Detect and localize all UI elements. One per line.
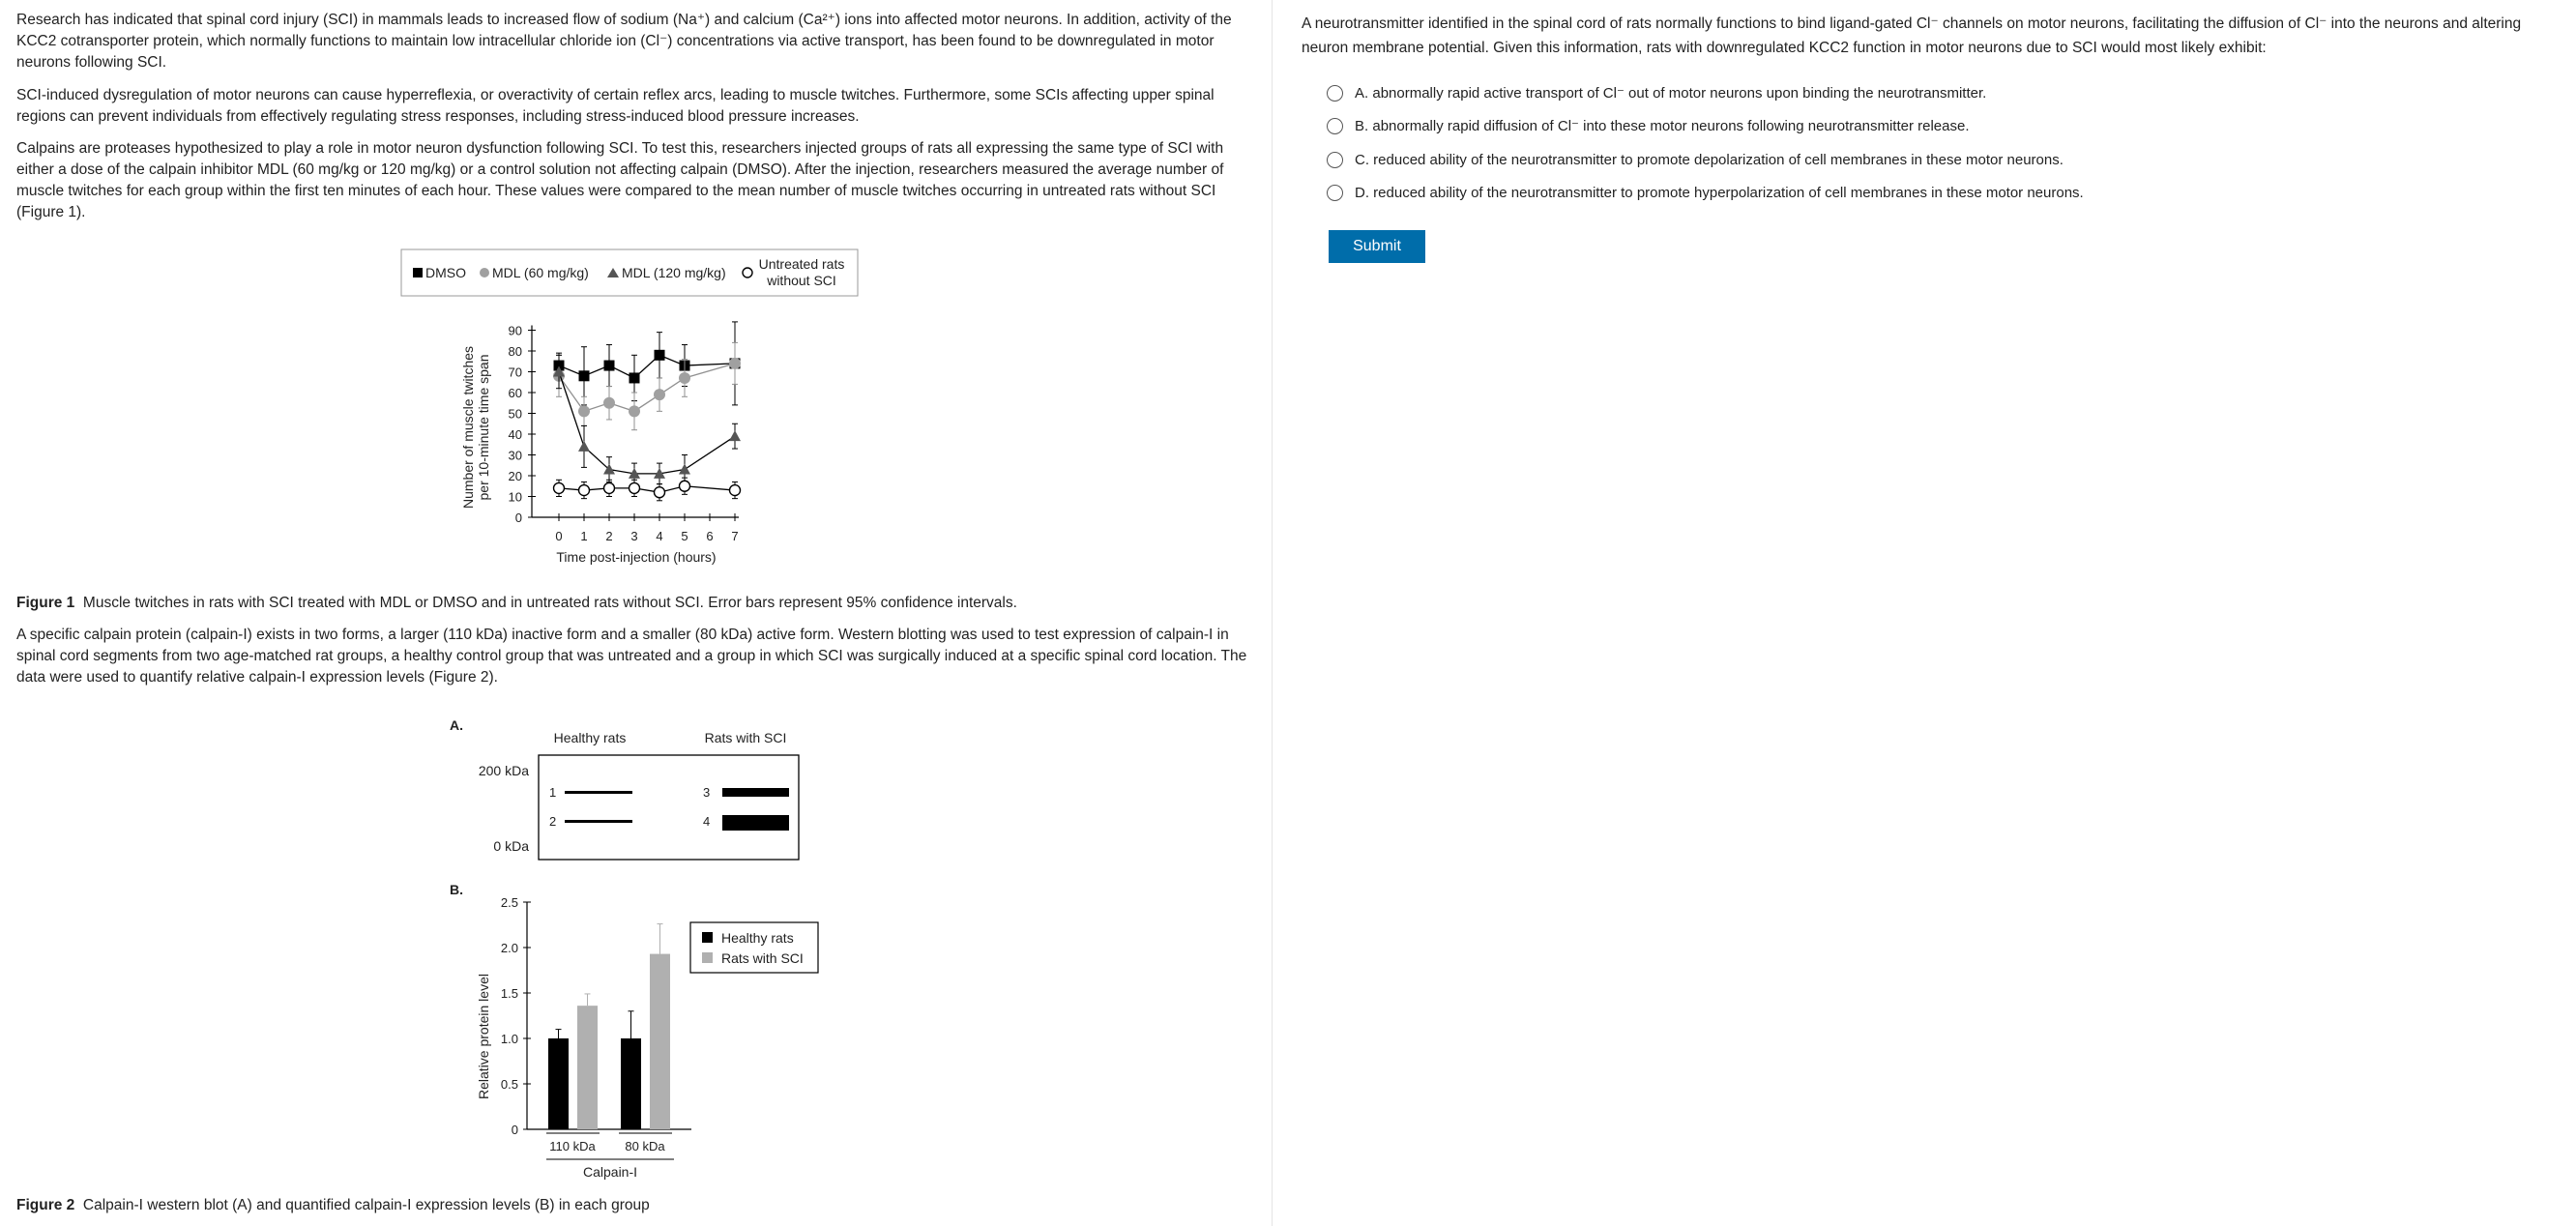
question-pane [1273,0,2576,1226]
blot-band-2 [565,820,632,823]
y-tick-label: 60 [508,386,522,400]
option-letter-b: B. [1355,117,1369,134]
bar [650,954,670,1129]
point-dmso [655,350,665,361]
point-untreated [629,482,640,493]
y-tick-label: 1.5 [500,986,518,1001]
point-mdl-120 [729,430,741,441]
y-tick-label: 90 [508,323,522,338]
legend-circle-marker [480,268,489,277]
category-label: 110 kDa [549,1139,596,1153]
figure-1-legend [401,249,858,296]
y-tick-label: 1.0 [500,1032,518,1046]
y-tick-label: 0.5 [500,1077,518,1092]
y-tick-label: 50 [508,406,522,422]
figure-2a-western-blot [0,711,870,865]
figure-2-label: Figure 2 [16,1197,75,1213]
point-mdl-120 [578,441,590,452]
bar [577,1006,598,1129]
figure-2-caption [16,1197,650,1214]
x-tick-label: 5 [681,529,688,543]
figure-1-caption-text: Muscle twitches in rats with SCI treated with MDL or DMSO and in untreated rats without SCI. Error bars represent 95% confidence intervals. [82,595,1017,611]
figure-1 [0,242,967,570]
point-mdl-60 [603,397,615,409]
legend-untreated-line2: without SCI [767,273,836,288]
category-label: 80 kDa [625,1139,665,1153]
figure-2b-legend [690,922,818,973]
legend-mdl-60: MDL (60 mg/kg) [492,265,589,280]
radio-button-c[interactable] [1327,152,1343,168]
bar-legend-sci-swatch [702,952,713,963]
point-mdl-60 [578,405,590,417]
point-untreated [554,482,565,493]
x-tick-label: 1 [580,529,588,543]
answer-option-a[interactable] [1327,81,1986,104]
passage-paragraph-4: A specific calpain protein (calpain-I) exists in two forms, a larger (110 kDa) inactive form and a smaller (80 kDa) active form. Western blotting was used to test expression of calpain-I in spinal cord segments from two age-matched rat groups, a healthy control group that was untreated and a group in which SCI was surgically induced at a specific spinal cord location. The data were used to quantify relative calpain-I expression levels (Figure 2). [16,627,1247,686]
point-mdl-60 [629,405,640,417]
passage-paragraph-3: Calpains are proteases hypothesized to play a role in motor neuron dysfunction following SCI. To test this, researchers injected groups of rats all expressing the same type of SCI with either a dose of the calpain inhibitor MDL (60 mg/kg or 120 mg/kg) or a control solution not affecting calpain (DMSO). After the injection, researchers measured the average number of muscle twitches for each group within the first ten minutes of each hour. These values were compared to the mean number of muscle twitches occurring in untreated rats without SCI (Figure 1). [16,140,1224,220]
option-text-a: abnormally rapid active transport of Cl⁻ out of motor neurons upon binding the neurotransmitter. [1372,85,1987,102]
blot-band-1 [565,791,632,794]
series-line [559,372,735,474]
lane-label-1: 1 [549,785,557,800]
legend-square-marker [413,268,423,277]
bar [621,1038,641,1129]
lane-label-4: 4 [703,814,711,829]
option-text-d: reduced ability of the neurotransmitter to promote hyperpolarization of cell membranes in these motor neurons. [1373,184,2084,201]
blot-column-sci: Rats with SCI [704,730,787,745]
option-text-b: abnormally rapid diffusion of Cl⁻ into these motor neurons following neurotransmitter release. [1372,118,1970,134]
radio-button-b[interactable] [1327,118,1343,134]
legend-dmso: DMSO [425,265,466,280]
figure-2-caption-text: Calpain-I western blot (A) and quantified calpain-I expression levels (B) in each group [82,1197,650,1213]
point-dmso [629,372,640,383]
y-tick-label: 0 [511,1123,518,1137]
option-letter-c: C. [1355,151,1369,168]
legend-open-circle-marker [743,268,752,277]
y-tick-label: 80 [508,344,522,359]
point-mdl-60 [729,358,741,369]
blot-marker-200: 200 kDa [478,763,529,778]
point-dmso [604,361,615,371]
figure-2b-group-title: Calpain-I [582,1164,638,1180]
x-tick-label: 0 [555,529,563,543]
point-untreated [680,481,690,491]
y-tick-label: 2.5 [500,895,518,910]
option-text-c: reduced ability of the neurotransmitter to promote depolarization of cell membranes in these motor neurons. [1373,151,2064,168]
x-tick-label: 4 [656,529,663,543]
blot-band-4 [722,815,789,831]
y-tick-label: 40 [508,427,522,442]
figure-2b-ylabel: Relative protein level [476,974,491,1099]
point-untreated [579,485,590,496]
submit-button[interactable]: Submit [1329,230,1425,263]
y-tick-label: 0 [514,511,522,525]
figure-1-plot [509,322,741,543]
point-untreated [655,487,665,498]
y-tick-label: 10 [508,489,522,505]
x-tick-label: 6 [706,529,714,543]
answer-option-d[interactable] [1327,181,2084,204]
passage-pane [0,0,1272,1226]
legend-mdl-120: MDL (120 mg/kg) [622,265,726,280]
point-dmso [579,370,590,381]
figure-1-caption [16,595,1017,612]
radio-button-d[interactable] [1327,185,1343,201]
figure-1-label: Figure 1 [16,595,75,611]
y-tick-label: 70 [508,365,522,380]
passage-paragraph-2: SCI-induced dysregulation of motor neurons can cause hyperreflexia, or overactivity of certain reflex arcs, leading to muscle twitches. Furthermore, some SCIs affecting upper spinal regions can prevent individuals from effectively regulating stress responses, including stress-induced blood pressure increases. [16,87,1215,125]
blot-marker-0: 0 kDa [493,838,529,854]
x-tick-label: 7 [731,529,739,543]
y-tick-label: 2.0 [500,941,518,955]
point-mdl-120 [679,464,690,475]
radio-button-a[interactable] [1327,85,1343,102]
point-untreated [604,482,615,493]
y-tick-label: 30 [508,448,522,463]
option-letter-d: D. [1355,184,1369,201]
y-tick-label: 20 [508,469,522,483]
blot-column-healthy: Healthy rats [553,730,627,745]
point-untreated [730,485,741,496]
figure-2b-bar-chart [0,875,870,1184]
bar-legend-sci: Rats with SCI [721,950,804,966]
figure-1-xlabel: Time post-injection (hours) [556,549,717,565]
panel-a-label: A. [450,717,463,733]
figure-1-ylabel-line1: Number of muscle twitches [460,345,476,510]
x-tick-label: 3 [630,529,638,543]
x-tick-label: 2 [605,529,613,543]
legend-untreated-line1: Untreated rats [758,256,845,272]
point-mdl-60 [654,389,665,400]
bar-legend-healthy-swatch [702,932,713,943]
bar [548,1038,569,1129]
blot-frame [539,755,799,860]
passage-paragraph-1: Research has indicated that spinal cord injury (SCI) in mammals leads to increased flow of sodium (Na⁺) and calcium (Ca²⁺) ions into affected motor neurons. In addition, activity of the KCC2 cotransporter protein, which normally functions to maintain low intracellular chloride ion (Cl⁻) concentrations via active transport, has been found to be downregulated in motor neurons following SCI. [16,12,1232,71]
figure-2b-plot [501,895,691,1159]
answer-option-b[interactable] [1327,114,1969,137]
bar-legend-healthy: Healthy rats [721,930,794,946]
panel-b-label: B. [450,882,463,897]
lane-label-2: 2 [549,814,557,829]
lane-label-3: 3 [703,785,711,800]
blot-band-3 [722,788,789,797]
figure-1-ylabel-line2: per 10-minute time span [476,354,491,501]
point-mdl-60 [679,372,690,384]
option-letter-a: A. [1355,84,1369,102]
question-stem: A neurotransmitter identified in the spinal cord of rats normally functions to bind ligand-gated Cl⁻ channels on motor neurons, facilitating the diffusion of Cl⁻ into the neurons and altering neuron membrane potential. Given this information, rats with downregulated KCC2 function in motor neurons due to SCI would most likely exhibit: [1302,15,2522,56]
answer-option-c[interactable] [1327,148,2064,171]
